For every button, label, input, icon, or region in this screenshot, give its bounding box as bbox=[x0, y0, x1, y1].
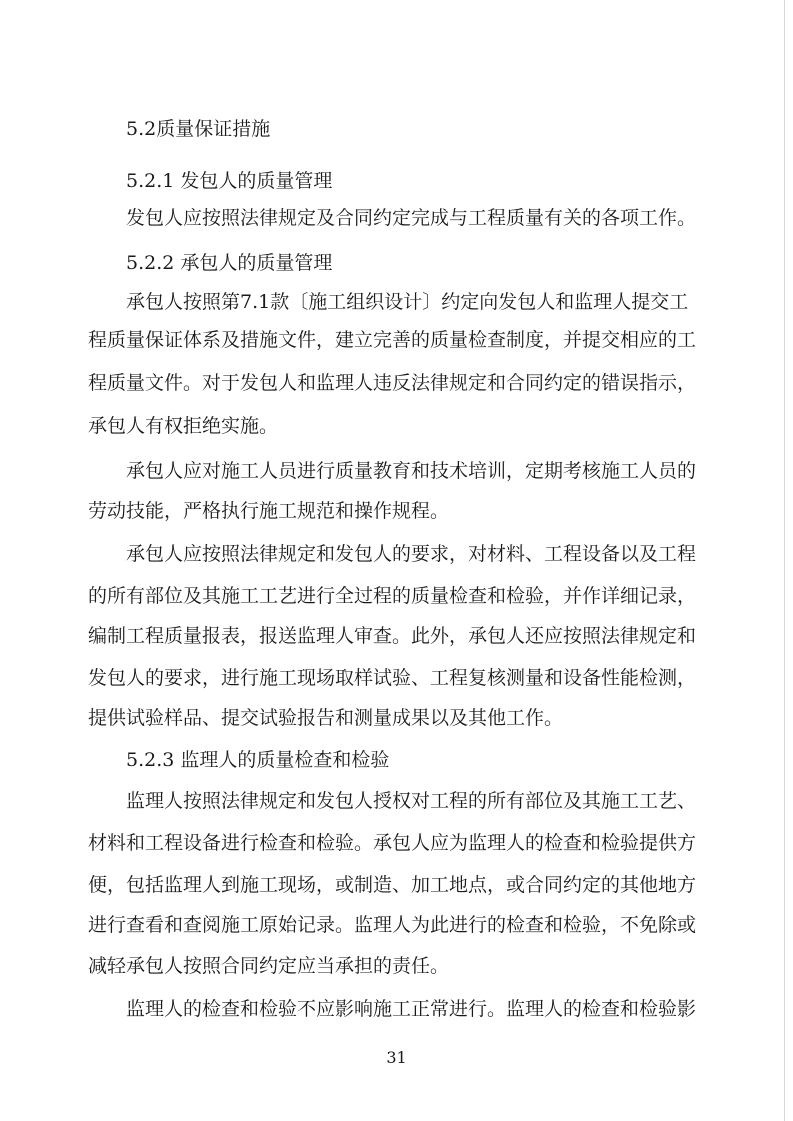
subsection-heading: 5.2.1 发包人的质量管理 bbox=[126, 170, 333, 192]
paragraph-line: 监理人的检查和检验不应影响施工正常进行。监理人的检查和检验影 bbox=[126, 998, 697, 1020]
paragraph-line: 承包人按照第7.1款〔施工组织设计〕约定向发包人和监理人提交工 bbox=[126, 291, 689, 313]
paragraph-line: 发包人应按照法律规定及合同约定完成与工程质量有关的各项工作。 bbox=[126, 207, 697, 229]
section-heading: 5.2质量保证措施 bbox=[126, 118, 271, 140]
scan-edge-divider bbox=[784, 0, 785, 1121]
page-number: 31 bbox=[386, 1048, 407, 1067]
paragraph-line: 承包人应按照法律规定和发包人的要求，对材料、工程设备以及工程 bbox=[126, 543, 697, 565]
paragraph-line: 承包人有权拒绝实施。 bbox=[88, 415, 279, 437]
paragraph-line: 材料和工程设备进行检查和检验。承包人应为监理人的检查和检验提供方 bbox=[88, 832, 697, 854]
paragraph-line: 承包人应对施工人员进行质量教育和技术培训，定期考核施工人员的 bbox=[126, 460, 697, 482]
paragraph-line: 进行查看和查阅施工原始记录。监理人为此进行的检查和检验，不免除或 bbox=[88, 914, 697, 936]
paragraph-line: 发包人的要求，进行施工现场取样试验、工程复核测量和设备性能检测， bbox=[88, 667, 697, 689]
paragraph-line: 编制工程质量报表，报送监理人审查。此外，承包人还应按照法律规定和 bbox=[88, 625, 697, 647]
subsection-heading: 5.2.2 承包人的质量管理 bbox=[126, 252, 333, 274]
paragraph-line: 提供试验样品、提交试验报告和测量成果以及其他工作。 bbox=[88, 707, 564, 729]
paragraph-line: 程质量文件。对于发包人和监理人违反法律规定和合同约定的错误指示， bbox=[88, 372, 697, 394]
paragraph-line: 劳动技能，严格执行施工规范和操作规程。 bbox=[88, 500, 450, 522]
paragraph-line: 程质量保证体系及措施文件，建立完善的质量检查制度，并提交相应的工 bbox=[88, 329, 697, 351]
paragraph-line: 的所有部位及其施工工艺进行全过程的质量检查和检验，并作详细记录， bbox=[88, 585, 697, 607]
subsection-heading: 5.2.3 监理人的质量检查和检验 bbox=[126, 749, 390, 771]
paragraph-line: 便，包括监理人到施工现场，或制造、加工地点，或合同约定的其他地方 bbox=[88, 874, 697, 896]
paragraph-line: 监理人按照法律规定和发包人授权对工程的所有部位及其施工工艺、 bbox=[126, 790, 697, 812]
paragraph-line: 减轻承包人按照合同约定应当承担的责任。 bbox=[88, 955, 450, 977]
